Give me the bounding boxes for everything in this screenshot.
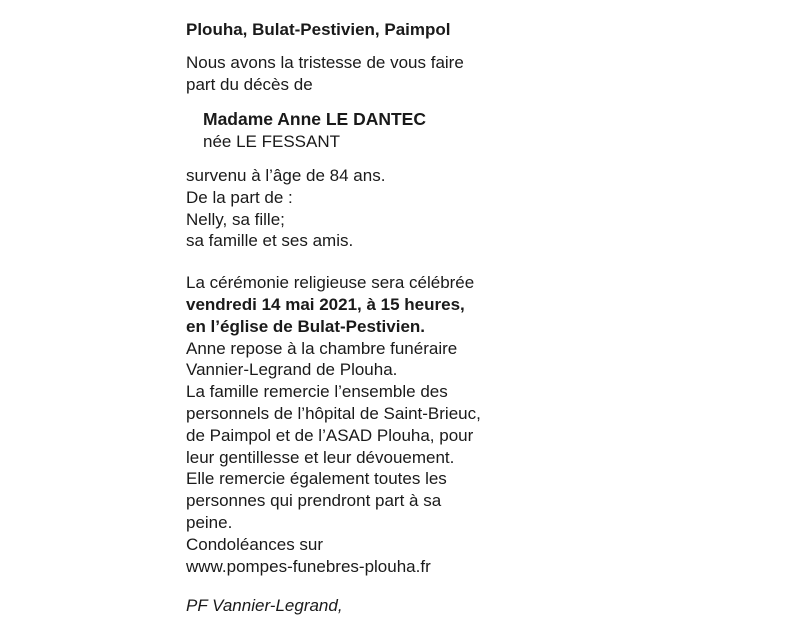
family-line: Nelly, sa fille;	[186, 209, 285, 229]
from-label: De la part de :	[186, 187, 293, 207]
body-line: Anne repose à la chambre funéraire	[186, 338, 458, 358]
website-text: www.pompes-funebres-plouha.fr	[186, 556, 431, 576]
body-line: peine.	[186, 512, 233, 532]
body-line: personnes qui prendront part à sa	[186, 491, 442, 511]
body-line: Condoléances sur	[186, 534, 324, 554]
family-line: sa famille et ses amis.	[186, 231, 354, 251]
intro-line: part du décès de	[186, 74, 313, 94]
intro-text	[186, 52, 526, 96]
ceremony-date: vendredi 14 mai 2021, à 15 heures,	[186, 294, 465, 314]
paragraph-gap	[186, 252, 526, 272]
intro-line: Nous avons la tristesse de vous faire	[186, 52, 464, 72]
ceremony-line: La cérémonie religieuse sera célébrée	[186, 273, 475, 293]
age-line: survenu à l’âge de 84 ans.	[186, 165, 386, 185]
signature: PF Vannier-Legrand,	[186, 596, 343, 616]
body-line: leur gentillesse et leur dévouement.	[186, 447, 455, 467]
notice-title: Plouha, Bulat-Pestivien, Paimpol	[186, 20, 451, 39]
deceased-block	[186, 109, 526, 153]
body-line: Elle remercie également toutes les	[186, 469, 447, 489]
ceremony-place: en l’église de Bulat-Pestivien.	[186, 316, 426, 336]
obituary-notice	[186, 19, 526, 617]
body-line: Vannier-Legrand de Plouha.	[186, 360, 398, 380]
maiden-name: née LE FESSANT	[203, 132, 341, 152]
body-line: La famille remercie l’ensemble des	[186, 382, 448, 402]
body-line: de Paimpol et de l’ASAD Plouha, pour	[186, 425, 474, 445]
body-line: personnels de l’hôpital de Saint-Brieuc,	[186, 403, 481, 423]
deceased-name: Madame Anne LE DANTEC	[203, 109, 426, 130]
